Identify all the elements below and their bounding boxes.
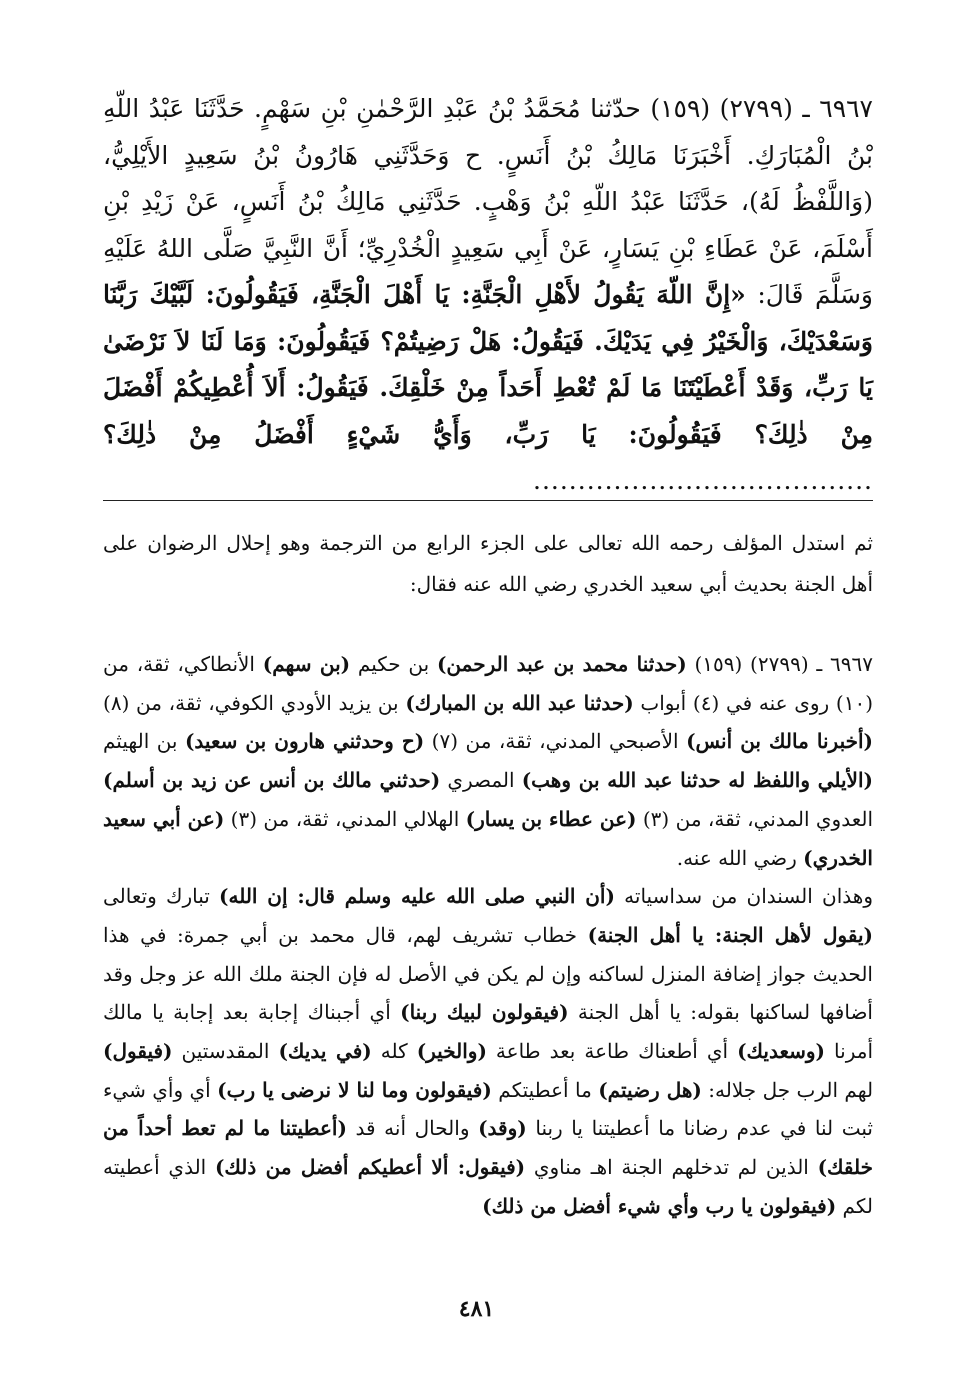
commentary-quote: (أن النبي صلى الله عليه وسلم قال: إن الله) — [219, 884, 615, 909]
commentary-paragraph-explanation — [103, 877, 873, 1225]
hadith-isnad: ٦٩٦٧ ـ (٢٧٩٩) (١٥٩) حدّثنا مُحَمَّدُ بْنُ عَبْدِ الرَّحْمٰنِ بْنِ سَهْمٍ. حَدَّثَنَا عَبْدُ اللّهِ بْنُ الْمُبَارَكِ. أَخْبَرَنَا مَالِكُ بْنُ أَنَسٍ. ح وَحَدَّثَنِي هَارُونُ بْنُ سَعِيدٍ الأَيْلِيُّ، (وَاللَّفْظُ لَهُ)، حَدَّثَنَا عَبْدُ اللّهِ بْنُ وَهْبٍ. حَدَّثَنِي مَالِكُ بْنُ أَنَسٍ، عَنْ زَيْدِ بْنِ أَسْلَمَ، عَنْ عَطَاءِ بْنِ يَسَارٍ، عَنْ أَبِي سَعِيدٍ الْخُدْرِيِّ؛ أَنَّ النَّبِيَّ صَلَّى اللهُ عَلَيْهِ وَسَلَّمَ قَالَ: — [103, 94, 873, 309]
commentary-quote: (فيقولون يا رب وأي شيء أفضل من ذلك) — [482, 1193, 837, 1218]
commentary-quote: (فيقولون لبيك ربنا) — [400, 1000, 569, 1025]
commentary-text: خطاب تشريف لهم، قال محمد بن أبي جمرة: في هذا الحديث جواز إضافة المنزل لساكنه وإن لم يكن في الأصل له فإن الجنة ملك الله عز وجل وقد أضافها لساكنها بقوله: يا أهل الجنة — [103, 922, 873, 1025]
commentary-quote: (عن أبي سعيد الخدري) — [103, 806, 873, 870]
commentary-text: الهلالي المدني، ثقة، من (٣) — [224, 806, 466, 831]
commentary-text: بن الهيثم — [103, 729, 185, 754]
commentary-quote: (فيقول) — [103, 1039, 173, 1064]
commentary-quote: (وقد) — [478, 1116, 527, 1141]
commentary-text: الذي أعطيته لكم — [103, 1155, 873, 1218]
commentary-quote: (وسعديك) — [737, 1039, 825, 1064]
commentary-quote: (حدثنا محمد بن عبد الرحمن) — [436, 652, 687, 676]
commentary-quote: (الأيلي واللفظ له حدثنا عبد الله بن وهب) — [521, 768, 873, 793]
commentary-text: المقدستين — [172, 1039, 279, 1064]
commentary-quote: (والخير) — [416, 1039, 487, 1064]
page-number: ٤٨١ — [458, 1296, 495, 1322]
commentary-text: بن يزيد الأودي الكوفي، ثقة، من (٨) — [103, 690, 406, 715]
commentary-text: المصري — [440, 768, 522, 793]
commentary-quote: (أخبرنا مالك بن أنس) — [686, 729, 873, 754]
commentary-text: وهذان السندان من سداسياته — [614, 884, 873, 909]
hadith-paragraph — [103, 86, 873, 505]
commentary-text: لهم الرب جل جلاله: — [701, 1077, 874, 1102]
commentary-text: العدوي المدني، ثقة، من (٣) — [636, 806, 874, 831]
intro-paragraph — [103, 523, 873, 605]
commentary-quote: (يقول لأهل الجنة: يا أهل الجنة) — [587, 922, 873, 947]
commentary-text: أي أجبناك إجابة بعد إجابة يا مالك أمرنا — [103, 1000, 873, 1064]
commentary-text: بن حكيم — [350, 652, 437, 676]
intro-text: ثم استدل المؤلف رحمه الله تعالى على الجزء الرابع من الترجمة وهو إحلال الرضوان على أهل الجنة بحديث أبي سعيد الخدري رضي الله عنه فقال: — [103, 531, 873, 596]
ellipsis-dots: ...................................... — [533, 466, 873, 495]
commentary-text: الأنطاكي، ثقة، من (١٠) روى عنه في (٤) أبواب — [103, 652, 873, 715]
commentary-block — [103, 645, 873, 1226]
commentary-text: كله — [371, 1039, 417, 1064]
commentary-quote: (هل رضيتم) — [598, 1077, 702, 1102]
hadith-text-block — [103, 86, 873, 505]
commentary-text: تبارك وتعالى — [103, 884, 220, 909]
commentary-text: رضي الله عنه. — [676, 845, 804, 870]
commentary-text: الأصبحي المدني، ثقة، من (٧) — [424, 729, 687, 754]
commentary-text: أي وأي شيء ثبت لنا في عدم رضانا ما أعطيتنا يا ربنا — [103, 1077, 873, 1141]
commentary-quote: (أعطيتنا ما لم تعط أحداً من خلقك) — [103, 1116, 873, 1180]
commentary-quote: (حدثنا عبد الله بن المبارك) — [405, 690, 634, 715]
commentary-quote: (ح وحدثني هارون بن سعيد) — [184, 729, 425, 754]
commentary-quote: (في يديك) — [278, 1039, 372, 1064]
commentary-text: أي أطعناك طاعة بعد طاعة — [486, 1039, 738, 1064]
commentary-text: ما أعطيتكم — [491, 1077, 599, 1102]
commentary-quote: (فيقولون وما لنا لا نرضى يا رب) — [217, 1077, 492, 1102]
commentary-quote: (بن سهم) — [262, 652, 351, 676]
commentary-text: الذين لم تدخلهم الجنة اهـ مناوي — [525, 1155, 818, 1180]
commentary-quote: (عن عطاء بن يسار) — [465, 806, 637, 831]
commentary-quote: (حدثني مالك بن أنس عن زيد بن أسلم) — [103, 768, 441, 793]
commentary-quote: (فيقول: ألا أعطيكم أفضل من ذلك) — [214, 1155, 526, 1180]
commentary-paragraph-isnad — [103, 645, 873, 877]
hadith-matn: «إِنَّ اللّهَ يَقُولُ لأَهْلِ الْجَنَّةِ: يَا أَهْلَ الْجَنَّةِ، فَيَقُولُونَ: لَبَّيْكَ رَبَّنَا وَسَعْدَيْكَ، وَالْخَيْرُ فِي يَدَيْكَ. فَيَقُولُ: هَلْ رَضِيتُمْ؟ فَيَقُولُونَ: وَمَا لَنَا لاَ نَرْضَىٰ يَا رَبِّ، وَقَدْ أَعْطَيْتَنَا مَا لَمْ تُعْطِ أَحَداً مِنْ خَلْقِكَ. فَيَقُولُ: أَلاَ أُعْطِيكُمْ أَفْضَلَ مِنْ ذٰلِكَ؟ فَيَقُولُونَ: يَا رَبِّ، وَأَيُّ شَيْءٍ أَفْضَلُ مِنْ ذٰلِكَ؟ — [103, 280, 873, 449]
footnote-divider — [103, 500, 873, 501]
commentary-text: والحال أنه قد — [346, 1116, 479, 1141]
commentary-text: ٦٩٦٧ ـ (٢٧٩٩) (١٥٩) — [686, 652, 873, 676]
